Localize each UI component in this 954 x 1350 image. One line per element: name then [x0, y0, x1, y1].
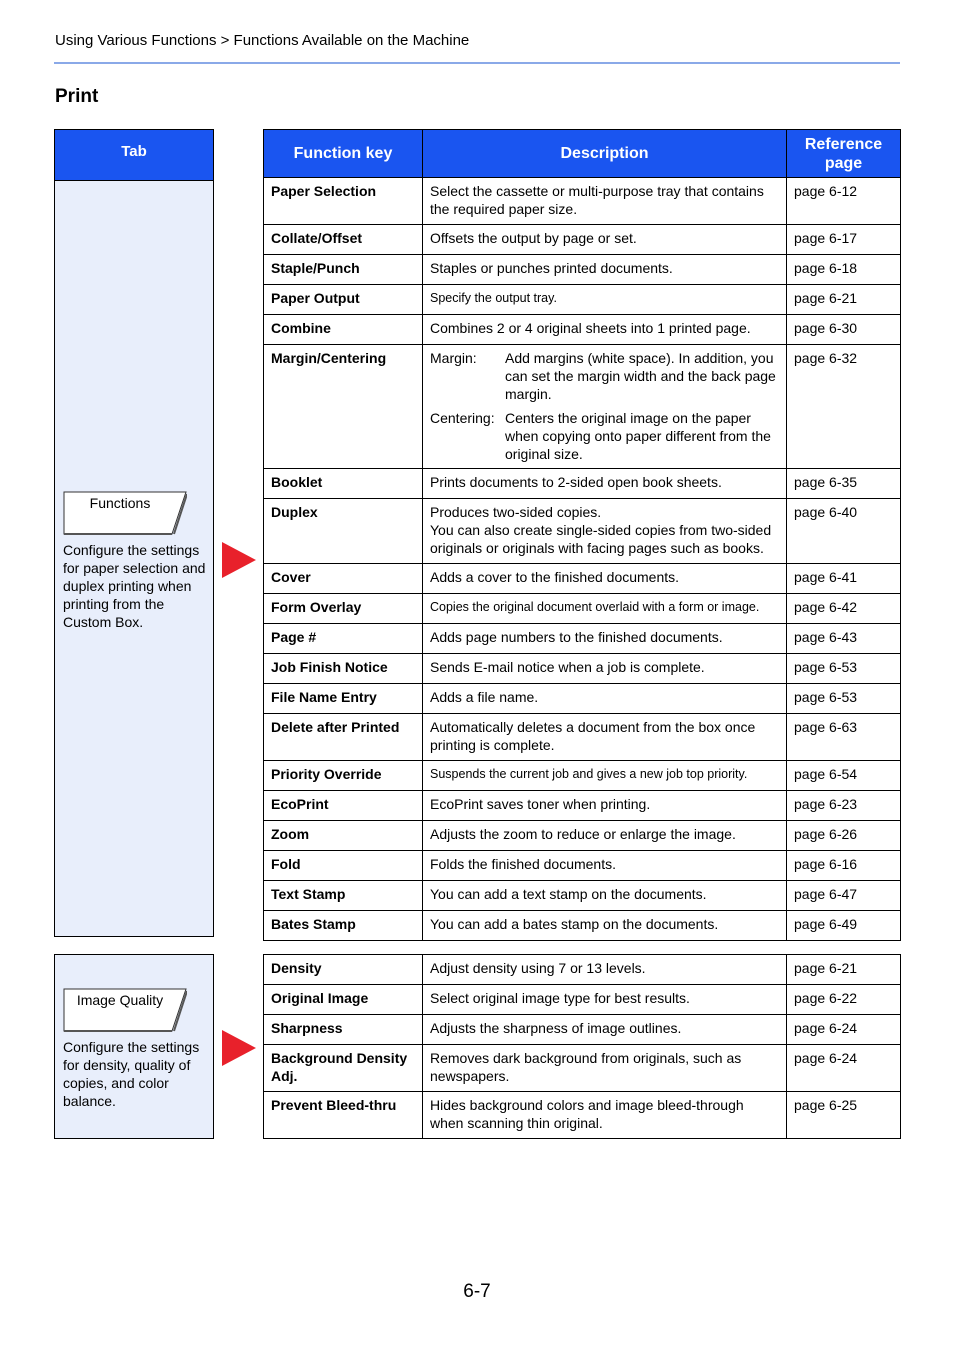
reference-page: page 6-47 — [787, 881, 901, 911]
reference-page: page 6-63 — [787, 714, 901, 761]
table-row — [264, 225, 901, 255]
centering-text: Centers the original image on the paper when copying onto paper different from the original size. — [505, 410, 771, 462]
function-key: EcoPrint — [264, 791, 423, 821]
function-description: Folds the finished documents. — [423, 851, 787, 881]
function-key: Collate/Offset — [264, 225, 423, 255]
table-row — [264, 911, 901, 941]
duplex-line2: You can also create single-sided copies from two-sided originals or originals with facing pages such as books. — [430, 522, 772, 556]
function-key: Sharpness — [264, 1015, 423, 1045]
function-key: Priority Override — [264, 761, 423, 791]
function-key: Delete after Printed — [264, 714, 423, 761]
table-row — [264, 285, 901, 315]
reference-page: page 6-49 — [787, 911, 901, 941]
reference-page: page 6-54 — [787, 761, 901, 791]
function-description: Adds a file name. — [423, 684, 787, 714]
function-key: Combine — [264, 315, 423, 345]
reference-page: page 6-41 — [787, 564, 901, 594]
table-row — [264, 564, 901, 594]
table-row — [264, 624, 901, 654]
table-row — [264, 821, 901, 851]
function-description: Combines 2 or 4 original sheets into 1 printed page. — [423, 315, 787, 345]
function-description — [423, 345, 787, 469]
table-row — [264, 1092, 901, 1139]
col-header-description: Description — [423, 130, 787, 178]
function-description: Adds a cover to the finished documents. — [423, 564, 787, 594]
function-description: Select the cassette or multi-purpose tray that contains the required paper size. — [423, 178, 787, 225]
table-row — [264, 684, 901, 714]
table-row — [264, 714, 901, 761]
margin-entry — [430, 349, 779, 403]
table-row — [264, 315, 901, 345]
function-key: Text Stamp — [264, 881, 423, 911]
function-table-image-quality — [263, 954, 901, 1139]
reference-page: page 6-24 — [787, 1045, 901, 1092]
table-row — [264, 255, 901, 285]
reference-page: page 6-53 — [787, 684, 901, 714]
centering-entry — [430, 409, 779, 463]
reference-page: page 6-32 — [787, 345, 901, 469]
table-row — [264, 985, 901, 1015]
table-row — [264, 761, 901, 791]
function-description: Select original image type for best results. — [423, 985, 787, 1015]
function-description: Sends E-mail notice when a job is complete. — [423, 654, 787, 684]
function-key: Density — [264, 955, 423, 985]
table-row — [264, 499, 901, 564]
reference-page: page 6-42 — [787, 594, 901, 624]
function-key: Cover — [264, 564, 423, 594]
function-key: Original Image — [264, 985, 423, 1015]
table-row — [264, 851, 901, 881]
function-key: File Name Entry — [264, 684, 423, 714]
function-key: Prevent Bleed-thru — [264, 1092, 423, 1139]
duplex-line1: Produces two-sided copies. — [430, 504, 602, 520]
function-key: Background Density Adj. — [264, 1045, 423, 1092]
function-description: Suspends the current job and gives a new job top priority. — [423, 761, 787, 791]
function-description: Adjusts the sharpness of image outlines. — [423, 1015, 787, 1045]
function-description: Prints documents to 2-sided open book sheets. — [423, 469, 787, 499]
table-row — [264, 178, 901, 225]
reference-page: page 6-16 — [787, 851, 901, 881]
function-key: Zoom — [264, 821, 423, 851]
col-header-reference — [787, 130, 901, 178]
table-row — [264, 594, 901, 624]
function-description: Adjust density using 7 or 13 levels. — [423, 955, 787, 985]
function-key: Bates Stamp — [264, 911, 423, 941]
tab-button-label: Image Quality — [76, 992, 164, 1008]
col-header-reference-line1: Reference — [804, 135, 883, 153]
reference-page: page 6-43 — [787, 624, 901, 654]
arrow-right-icon — [222, 542, 256, 578]
reference-page: page 6-40 — [787, 499, 901, 564]
reference-page: page 6-23 — [787, 791, 901, 821]
centering-label: Centering: — [430, 410, 495, 426]
function-description: Removes dark background from originals, such as newspapers. — [423, 1045, 787, 1092]
reference-page: page 6-22 — [787, 985, 901, 1015]
table-header-row — [264, 130, 901, 178]
tab-button-functions — [63, 491, 187, 535]
function-description: Staples or punches printed documents. — [423, 255, 787, 285]
margin-label: Margin: — [430, 350, 477, 366]
table-row — [264, 345, 901, 469]
reference-page: page 6-24 — [787, 1015, 901, 1045]
function-description — [423, 499, 787, 564]
section-title: Print — [55, 86, 99, 107]
function-description: Automatically deletes a document from the box once printing is complete. — [423, 714, 787, 761]
tab-button-label: Functions — [89, 495, 151, 511]
reference-page: page 6-25 — [787, 1092, 901, 1139]
function-description: You can add a text stamp on the documents. — [423, 881, 787, 911]
tab-column-functions — [54, 129, 214, 937]
function-description: EcoPrint saves toner when printing. — [423, 791, 787, 821]
col-header-reference-line2: page — [824, 154, 863, 172]
table-row — [264, 654, 901, 684]
reference-page: page 6-12 — [787, 178, 901, 225]
margin-text: Add margins (white space). In addition, you can set the margin width and the back page margin. — [505, 350, 776, 402]
reference-page: page 6-17 — [787, 225, 901, 255]
function-description: Specify the output tray. — [423, 285, 787, 315]
reference-page: page 6-21 — [787, 955, 901, 985]
reference-page: page 6-26 — [787, 821, 901, 851]
function-description: You can add a bates stamp on the documents. — [423, 911, 787, 941]
reference-page: page 6-30 — [787, 315, 901, 345]
col-header-function-key: Function key — [264, 130, 423, 178]
table-row — [264, 469, 901, 499]
table-row — [264, 1015, 901, 1045]
function-key: Staple/Punch — [264, 255, 423, 285]
tab-column-image-quality — [54, 954, 214, 1139]
function-description: Copies the original document overlaid with a form or image. — [423, 594, 787, 624]
function-key: Form Overlay — [264, 594, 423, 624]
arrow-right-icon — [222, 1030, 256, 1066]
function-key: Page # — [264, 624, 423, 654]
function-key: Paper Selection — [264, 178, 423, 225]
function-key: Margin/Centering — [264, 345, 423, 469]
header-rule — [54, 62, 900, 64]
table-row — [264, 791, 901, 821]
function-key: Job Finish Notice — [264, 654, 423, 684]
tab-description: Configure the settings for density, quality of copies, and color balance. — [63, 1039, 200, 1109]
tab-button-image-quality — [63, 988, 187, 1032]
function-key: Duplex — [264, 499, 423, 564]
function-table-functions — [263, 129, 901, 941]
page-number: 6-7 — [463, 1281, 491, 1302]
table-row — [264, 881, 901, 911]
tab-description: Configure the settings for paper selection and duplex printing when printing from the Custom Box. — [63, 542, 206, 630]
function-description: Adjusts the zoom to reduce or enlarge the image. — [423, 821, 787, 851]
function-description: Adds page numbers to the finished documents. — [423, 624, 787, 654]
function-description: Hides background colors and image bleed-through when scanning thin original. — [423, 1092, 787, 1139]
function-key: Paper Output — [264, 285, 423, 315]
function-key: Fold — [264, 851, 423, 881]
function-description: Offsets the output by page or set. — [423, 225, 787, 255]
reference-page: page 6-35 — [787, 469, 901, 499]
breadcrumb: Using Various Functions > Functions Available on the Machine — [55, 32, 470, 49]
reference-page: page 6-53 — [787, 654, 901, 684]
tab-column-header: Tab — [55, 130, 213, 181]
table-row — [264, 1045, 901, 1092]
reference-page: page 6-21 — [787, 285, 901, 315]
table-row — [264, 955, 901, 985]
reference-page: page 6-18 — [787, 255, 901, 285]
function-key: Booklet — [264, 469, 423, 499]
